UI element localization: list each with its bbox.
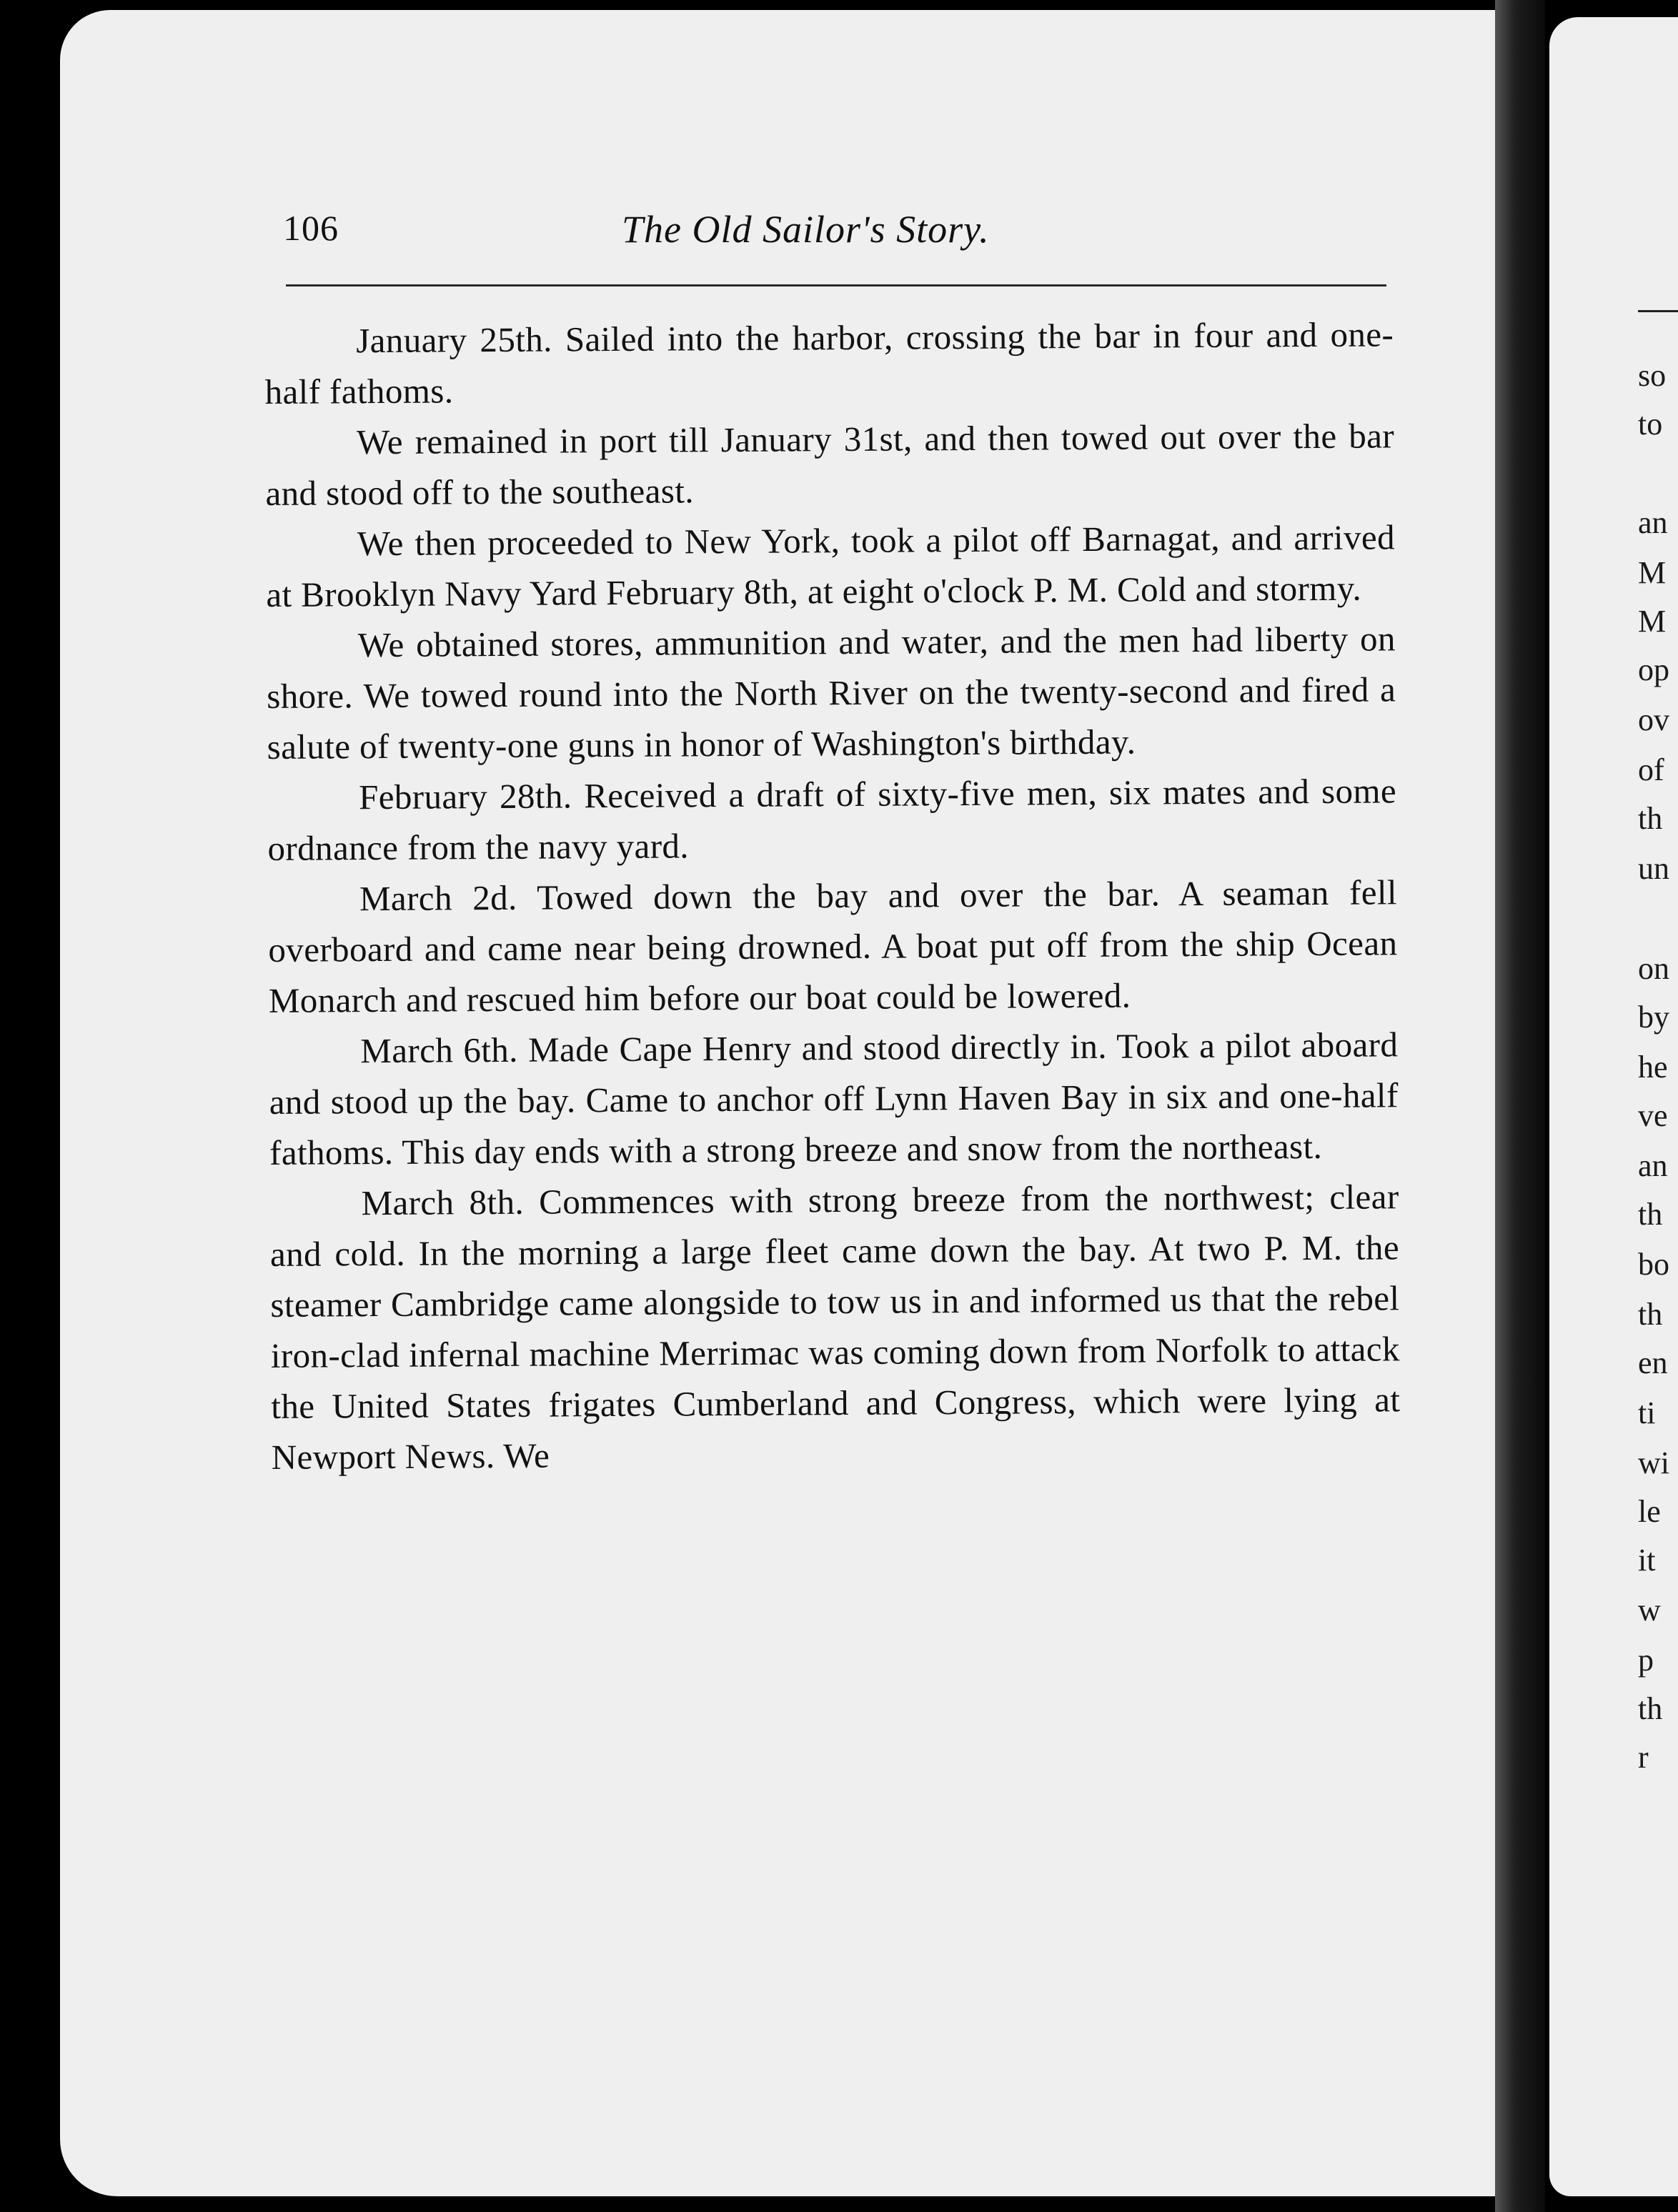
facing-page-line-fragment: th bbox=[1638, 1197, 1663, 1232]
facing-page-line-fragment: an bbox=[1638, 1148, 1668, 1183]
facing-page-line-fragment: ve bbox=[1638, 1098, 1668, 1133]
running-head bbox=[222, 207, 1394, 264]
facing-page-line-fragment: th bbox=[1638, 1297, 1663, 1332]
paragraph: March 2d. Towed down the bay and over the bar. A seaman fell overboard and came near being drowned. A boat put off from the ship Ocean Monarch and rescued him before our boat could be lowered. bbox=[268, 872, 1398, 1020]
paragraph: We obtained stores, ammunition and water, and the men had liberty on shore. We towed round into the North River on the twenty-second and fired a salute of twenty-one guns in honor of Washington's birthday. bbox=[267, 619, 1396, 767]
page-number: 106 bbox=[283, 208, 339, 248]
facing-page-line-fragment: le bbox=[1638, 1494, 1661, 1529]
facing-page-line-fragment: wi bbox=[1638, 1445, 1669, 1480]
facing-page-line-fragment: M bbox=[1638, 604, 1667, 639]
header-rule bbox=[286, 284, 1386, 287]
facing-page-line-fragment: th bbox=[1638, 801, 1663, 836]
facing-page-line-fragment: M bbox=[1638, 555, 1667, 590]
facing-page-line-fragment: r bbox=[1638, 1740, 1649, 1775]
book-gutter bbox=[1495, 0, 1545, 2212]
facing-page-line-fragment: bo bbox=[1638, 1247, 1669, 1282]
paragraph: January 25th. Sailed into the harbor, crossing the bar in four and one-half fathoms. bbox=[264, 314, 1394, 412]
facing-page-line-fragment: an bbox=[1638, 505, 1668, 540]
facing-page-line-fragment: p bbox=[1638, 1643, 1654, 1678]
facing-page-line-fragment: w bbox=[1638, 1593, 1661, 1628]
facing-page-line-fragment: ov bbox=[1638, 702, 1669, 737]
paragraph: We remained in port till January 31st, and then towed out over the bar and stood off to the southeast. bbox=[265, 416, 1395, 513]
facing-page-header-rule bbox=[1638, 310, 1678, 312]
facing-page-line-fragment: by bbox=[1638, 1000, 1669, 1035]
facing-page-line-fragment: ti bbox=[1638, 1395, 1656, 1430]
facing-page-line-fragment: on bbox=[1638, 951, 1669, 986]
paragraph: March 8th. Commences with strong breeze from the northwest; clear and cold. In the morning a large fleet came down the bay. At two P. M. the steamer Cambridge came alongside to tow us in and informed us that the rebel iron-clad infernal machine Merrimac was coming down from Norfolk to attack the United States frigates Cumberland and Congress, which were lying at Newport News. We bbox=[269, 1177, 1401, 1477]
facing-page-line-fragment: to bbox=[1638, 407, 1663, 442]
book-title: The Old Sailor's Story. bbox=[622, 208, 990, 251]
facing-page-line-fragment: op bbox=[1638, 652, 1669, 687]
facing-page-line-fragment: he bbox=[1638, 1050, 1668, 1085]
facing-page-line-fragment: it bbox=[1638, 1543, 1656, 1578]
paragraph: February 28th. Received a draft of sixty-five men, six mates and some ordnance from the navy yard. bbox=[267, 771, 1397, 868]
facing-page-line-fragment: en bbox=[1638, 1345, 1668, 1380]
facing-page-line-fragment: of bbox=[1638, 752, 1664, 787]
paragraph: March 6th. Made Cape Henry and stood directly in. Took a pilot aboard and stood up the bay. Came to anchor off Lynn Haven Bay in six and one-half fathoms. This day ends with a strong breeze and snow from the northeast. bbox=[269, 1025, 1399, 1172]
facing-page-edge bbox=[1549, 17, 1678, 2196]
page-body-text bbox=[264, 309, 1401, 1483]
facing-page-line-fragment: so bbox=[1638, 358, 1667, 393]
paragraph: We then proceeded to New York, took a pilot off Barnagat, and arrived at Brooklyn Navy Yard February 8th, at eight o'clock P. M. Cold and stormy. bbox=[266, 517, 1396, 614]
facing-page-line-fragment: th bbox=[1638, 1691, 1663, 1726]
facing-page-line-fragment: un bbox=[1638, 851, 1669, 886]
